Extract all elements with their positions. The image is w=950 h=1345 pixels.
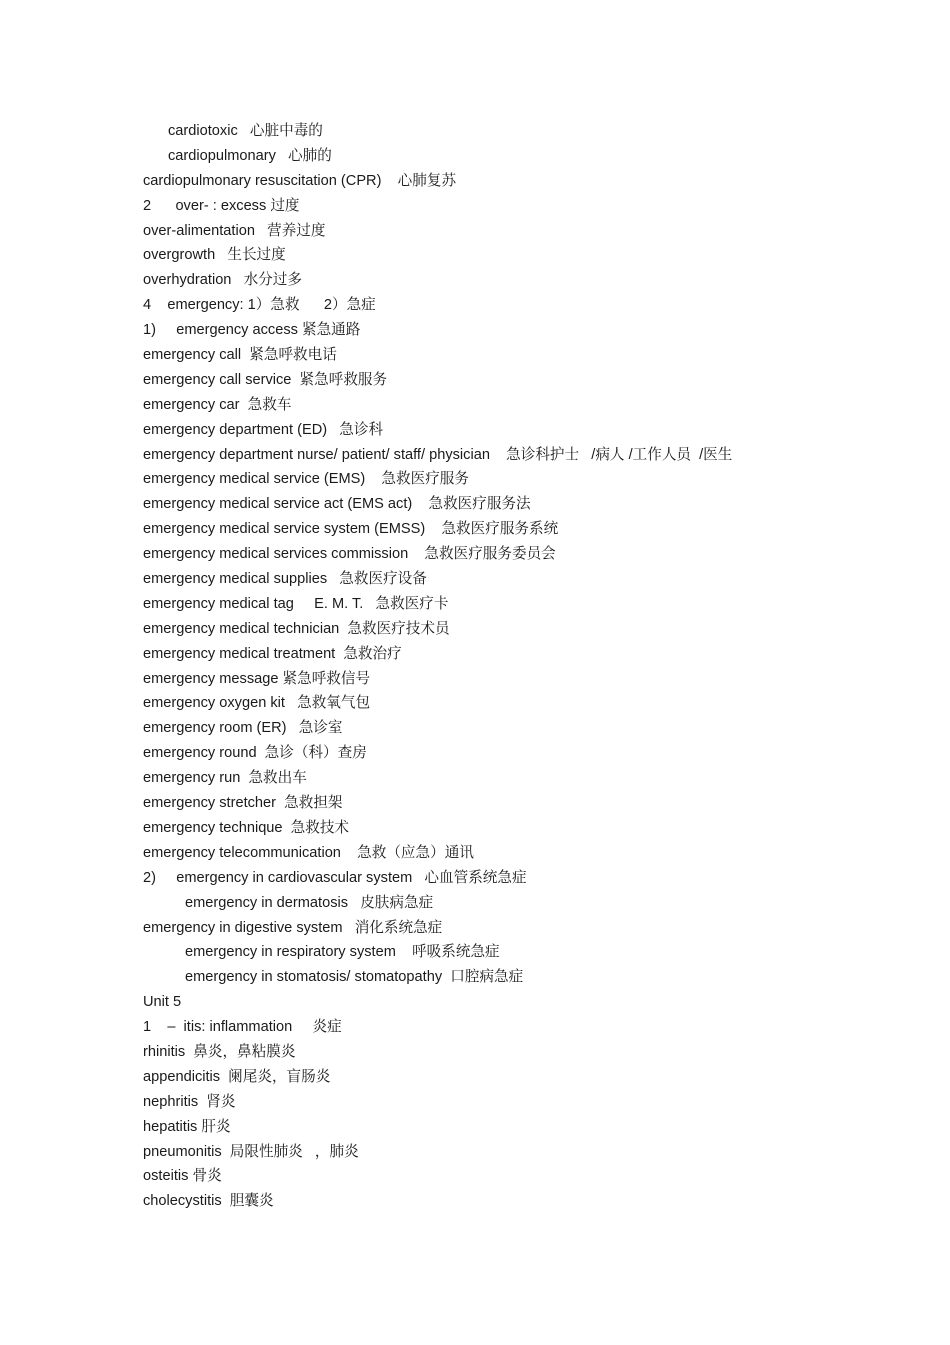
glossary-line: Unit 5	[143, 994, 182, 1011]
glossary-line: emergency run 急救出车	[143, 770, 307, 787]
glossary-line: emergency medical service act (EMS act) 急救医疗服务法	[143, 496, 531, 513]
glossary-line: cardiopulmonary 心肺的	[168, 147, 332, 164]
glossary-line: 2 over- : excess 过度	[143, 197, 300, 214]
glossary-line: emergency in digestive system 消化系统急症	[143, 919, 443, 936]
glossary-line: emergency medical treatment 急救治疗	[143, 645, 402, 662]
glossary-line: emergency medical tag E. M. T. 急救医疗卡	[143, 595, 449, 612]
glossary-line: emergency department (ED) 急诊科	[143, 421, 384, 438]
glossary-line: cholecystitis 胆囊炎	[143, 1193, 274, 1210]
glossary-line: emergency in respiratory system 呼吸系统急症	[185, 944, 500, 961]
glossary-line: emergency medical service (EMS) 急救医疗服务	[143, 471, 469, 488]
glossary-line: emergency room (ER) 急诊室	[143, 720, 343, 737]
glossary-line: overhydration 水分过多	[143, 272, 302, 289]
glossary-line: emergency message 紧急呼救信号	[143, 670, 371, 687]
glossary-line: cardiotoxic 心脏中毒的	[168, 123, 323, 139]
glossary-line: emergency medical services commission 急救医疗服务委员会	[143, 546, 556, 563]
glossary-line: emergency medical service system (EMSS) 急救医疗服务系统	[143, 521, 559, 538]
glossary-line: emergency round 急诊（科）查房	[143, 745, 367, 762]
glossary-line: emergency call 紧急呼救电话	[143, 347, 337, 364]
glossary-line: nephritis 肾炎	[143, 1093, 236, 1110]
glossary-line: emergency department nurse/ patient/ staff/ physician 急诊科护士 /病人 /工作人员 /医生	[143, 446, 733, 463]
glossary-line: emergency call service 紧急呼救服务	[143, 371, 388, 388]
glossary-line: rhinitis 鼻炎，鼻粘膜炎	[143, 1043, 296, 1060]
glossary-line: emergency in stomatosis/ stomatopathy 口腔病急症	[185, 969, 524, 986]
glossary-line: cardiopulmonary resuscitation (CPR) 心肺复苏	[143, 172, 457, 189]
glossary-line: emergency in dermatosis 皮肤病急症	[185, 894, 434, 911]
glossary-line: emergency stretcher 急救担架	[143, 795, 343, 812]
glossary-line: emergency telecommunication 急救（应急）通讯	[143, 844, 474, 861]
glossary-line: emergency medical technician 急救医疗技术员	[143, 620, 450, 637]
glossary-line: emergency car 急救车	[143, 396, 292, 413]
glossary-line: 1 – itis: inflammation 炎症	[143, 1019, 342, 1036]
glossary-line: hepatitis 肝炎	[143, 1118, 231, 1135]
glossary-line: pneumonitis 局限性肺炎 ，肺炎	[143, 1143, 359, 1160]
glossary-line: overgrowth 生长过度	[143, 247, 286, 264]
glossary-text-block	[0, 119, 950, 1214]
glossary-line: over-alimentation 营养过度	[143, 222, 326, 239]
glossary-line: emergency oxygen kit 急救氧气包	[143, 695, 371, 712]
glossary-line: 2) emergency in cardiovascular system 心血管系统急症	[143, 869, 527, 886]
glossary-line: 4 emergency: 1）急救 2）急症	[143, 297, 376, 314]
glossary-line: emergency technique 急救技术	[143, 819, 350, 836]
glossary-line: appendicitis 阑尾炎，盲肠炎	[143, 1068, 331, 1085]
glossary-line: emergency medical supplies 急救医疗设备	[143, 571, 427, 588]
glossary-line: osteitis 骨炎	[143, 1168, 222, 1185]
glossary-line: 1) emergency access 紧急通路	[143, 322, 361, 339]
